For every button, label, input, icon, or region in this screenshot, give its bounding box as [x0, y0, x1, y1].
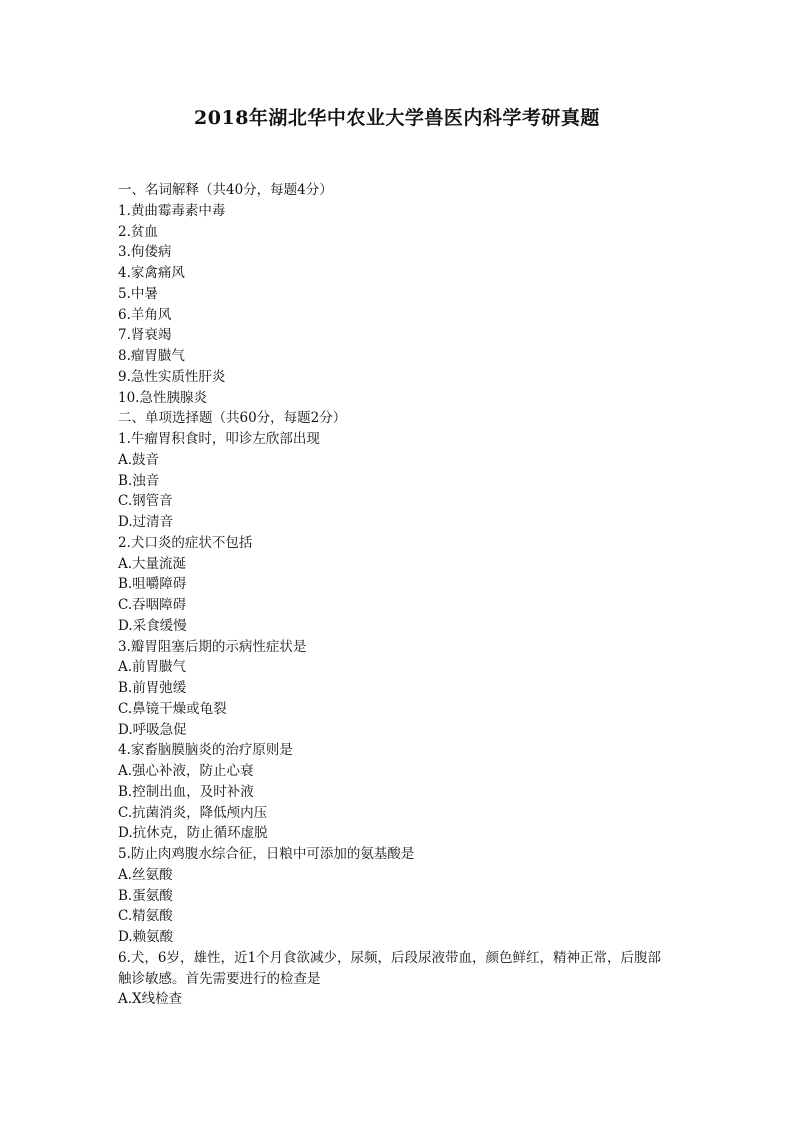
question-stem: 5.防止肉鸡腹水综合征，日粮中可添加的氨基酸是: [118, 846, 415, 862]
answer-option: C.抗菌消炎，降低颅内压: [118, 804, 268, 821]
answer-option: A.鼓音: [118, 451, 160, 468]
section-heading-terms: 一、名词解释（共40分，每题4分）: [118, 182, 333, 198]
question-stem: 1.牛瘤胃积食时，叩诊左欣部出现: [118, 431, 320, 447]
answer-option: A.前胃臌气: [118, 659, 187, 676]
term-item: 10.急性胰腺炎: [118, 389, 207, 406]
answer-option: C.钢管音: [118, 493, 173, 510]
term-item: 4.家禽痛风: [118, 265, 185, 281]
answer-option: C.鼻镜干燥或龟裂: [118, 700, 227, 717]
term-item: 7.肾衰竭: [118, 327, 172, 344]
answer-option: B.浊音: [118, 472, 160, 489]
term-item: 1.黄曲霉毒素中毒: [118, 202, 226, 219]
term-item: 8.瘤胃臌气: [118, 348, 185, 364]
answer-option: B.蛋氨酸: [118, 887, 173, 904]
answer-option: A.强心补液，防止心衰: [118, 763, 254, 779]
answer-option: C.吞咽障碍: [118, 597, 187, 613]
answer-option: B.控制出血，及时补液: [118, 783, 254, 800]
answer-option: A.丝氨酸: [118, 866, 173, 883]
term-item: 5.中暑: [118, 285, 158, 302]
answer-option: D.呼吸急促: [118, 721, 187, 738]
question-stem: 2.犬口炎的症状不包括: [118, 534, 253, 551]
question-stem: 3.瓣胃阻塞后期的示病性症状是: [118, 638, 307, 655]
question-stem: 6.犬，6岁，雄性，近1个月食欲减少，尿频，后段尿液带血，颜色鲜红，精神正常，后腹部触诊敏感。首先需要进行的检查是: [118, 949, 662, 987]
term-item: 9.急性实质性肝炎: [118, 368, 226, 385]
question-stem: 4.家畜脑膜脑炎的治疗原则是: [118, 742, 293, 759]
term-item: 3.佝偻病: [118, 244, 172, 261]
section-heading-choice: 二、单项选择题（共60分，每题2分）: [118, 410, 347, 427]
exam-content: [118, 180, 678, 1010]
answer-option: D.抗休克，防止循环虚脱: [118, 825, 268, 842]
page-title: 2018年湖北华中农业大学兽医内科学考研真题: [194, 107, 600, 129]
answer-option: C.精氨酸: [118, 908, 173, 925]
answer-option: A.X线检查: [118, 991, 183, 1008]
answer-option: D.过清音: [118, 514, 174, 530]
answer-option: D.赖氨酸: [118, 929, 174, 945]
answer-option: A.大量流涎: [118, 555, 187, 572]
answer-option: B.前胃弛缓: [118, 680, 187, 696]
term-item: 6.羊角风: [118, 306, 172, 323]
answer-option: D.采食缓慢: [118, 617, 187, 634]
term-item: 2.贫血: [118, 223, 158, 240]
answer-option: B.咀嚼障碍: [118, 576, 187, 593]
